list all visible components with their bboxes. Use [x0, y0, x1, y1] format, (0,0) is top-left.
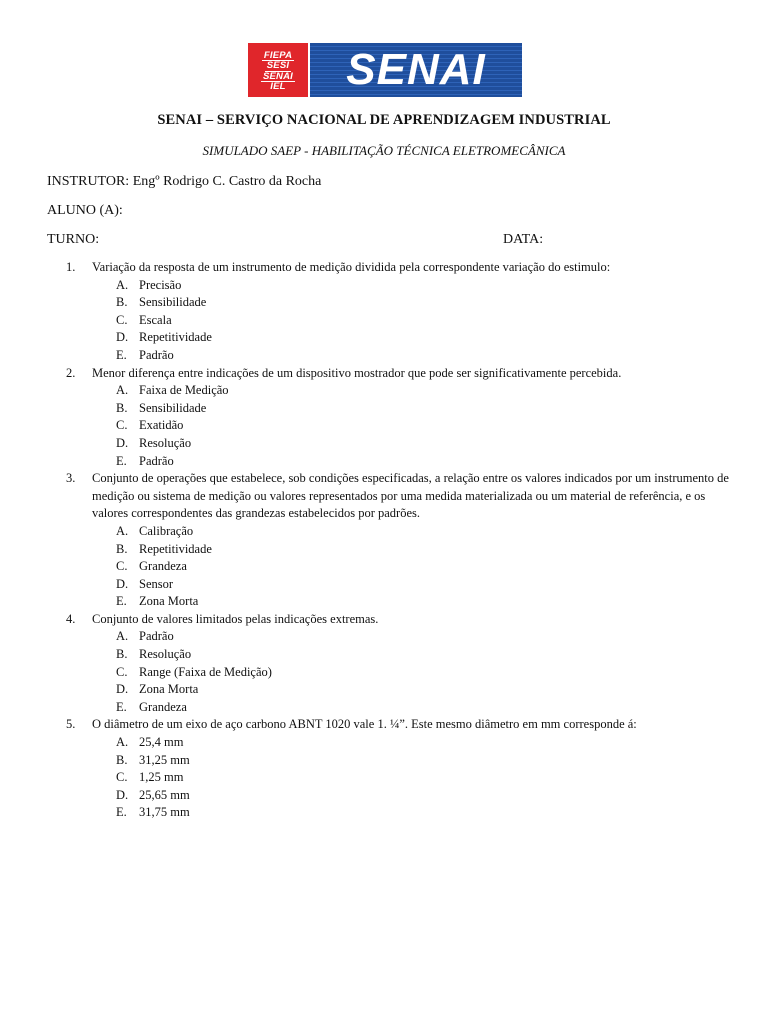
answer-option	[66, 453, 730, 471]
option-text: Repetitividade	[139, 330, 212, 345]
option-letter: A.	[116, 735, 129, 750]
option-text: 1,25 mm	[139, 770, 184, 785]
option-text: Precisão	[139, 277, 182, 292]
senai-wordmark-panel	[310, 43, 522, 97]
answer-option	[66, 769, 730, 787]
option-letter: A.	[116, 383, 129, 398]
answer-option	[66, 576, 730, 594]
option-text: 25,65 mm	[139, 787, 190, 802]
answer-option	[66, 681, 730, 699]
answer-option	[66, 752, 730, 770]
option-letter: B.	[116, 541, 128, 556]
option-text: Grandeza	[139, 699, 187, 714]
option-text: 31,25 mm	[139, 752, 190, 767]
option-text: Exatidão	[139, 418, 184, 433]
option-letter: C.	[116, 664, 128, 679]
answer-option	[66, 294, 730, 312]
answer-option	[66, 593, 730, 611]
option-letter: D.	[116, 682, 129, 697]
option-text: Padrão	[139, 347, 174, 362]
senai-logo	[248, 43, 522, 97]
question-text: Conjunto de operações que estabelece, sob condições especificadas, a relação entre os valores indicados por um instrumento de medição ou sistema de medição ou valores representados por uma medida materializada ou um material de referência, e os valores correspondentes das grandezas estabelecidos por padrões.	[92, 471, 729, 521]
option-text: Grandeza	[139, 559, 187, 574]
option-letter: B.	[116, 752, 128, 767]
logo-line-fiepa: FIEPA	[263, 49, 293, 61]
option-letter: B.	[116, 295, 128, 310]
question-text: O diâmetro de um eixo de aço carbono ABNT 1020 vale 1. ¼”. Este mesmo diâmetro em mm corresponde á:	[92, 717, 637, 732]
answer-option	[66, 400, 730, 418]
answer-option	[66, 541, 730, 559]
option-letter: E.	[116, 699, 127, 714]
question-text: Menor diferença entre indicações de um dispositivo mostrador que pode ser significativamente percebida.	[92, 365, 622, 380]
option-text: Faixa de Medição	[139, 383, 229, 398]
question-number: 3.	[66, 471, 76, 486]
option-letter: E.	[116, 805, 127, 820]
option-letter: C.	[116, 770, 128, 785]
option-letter: C.	[116, 418, 128, 433]
option-letter: D.	[116, 576, 129, 591]
option-text: Escala	[139, 312, 172, 327]
option-text: 25,4 mm	[139, 735, 184, 750]
question-list	[66, 259, 730, 822]
question-2	[66, 365, 730, 383]
question-text: Variação da resposta de um instrumento de medição dividida pela correspondente variação do estimulo:	[92, 260, 611, 274]
option-text: 31,75 mm	[139, 805, 190, 820]
option-text: Resolução	[139, 435, 192, 450]
option-text: Range (Faixa de Medição)	[139, 664, 272, 679]
logo-line-sesi: SESI	[266, 60, 290, 71]
option-text: Zona Morta	[139, 682, 199, 697]
option-text: Sensor	[139, 576, 174, 591]
answer-option	[66, 787, 730, 805]
option-letter: E.	[116, 347, 127, 362]
option-text: Repetitividade	[139, 541, 212, 556]
logo-line-senai: SENAI	[262, 70, 294, 82]
option-letter: A.	[116, 629, 129, 644]
answer-option	[66, 329, 730, 347]
option-text: Sensibilidade	[139, 295, 207, 310]
question-text: Conjunto de valores limitados pelas indicações extremas.	[92, 611, 379, 626]
option-text: Padrão	[139, 629, 174, 644]
option-letter: D.	[116, 787, 129, 802]
option-letter: C.	[116, 312, 128, 327]
option-text: Zona Morta	[139, 594, 199, 609]
document-title: SENAI – SERVIÇO NACIONAL DE APRENDIZAGEM INDUSTRIAL	[157, 112, 611, 128]
answer-option	[66, 417, 730, 435]
option-letter: B.	[116, 400, 128, 415]
student-field: ALUNO (A):	[47, 203, 123, 218]
option-text: Resolução	[139, 647, 192, 662]
option-letter: C.	[116, 559, 128, 574]
answer-option	[66, 664, 730, 682]
answer-option	[66, 312, 730, 330]
option-letter: E.	[116, 453, 127, 468]
senai-wordmark: SENAI	[346, 45, 486, 94]
question-number: 4.	[66, 611, 76, 626]
answer-option	[66, 628, 730, 646]
option-letter: D.	[116, 330, 129, 345]
question-number: 5.	[66, 717, 76, 732]
answer-option	[66, 734, 730, 752]
option-text: Calibração	[139, 523, 194, 538]
logo-line-iel: IEL	[270, 81, 286, 92]
answer-option	[66, 277, 730, 295]
fiepa-sesi-senai-iel-badge	[248, 43, 308, 97]
question-5	[66, 716, 730, 734]
question-1	[66, 259, 730, 277]
document-subtitle: SIMULADO SAEP - HABILITAÇÃO TÉCNICA ELETROMECÂNICA	[202, 143, 566, 158]
answer-option	[66, 523, 730, 541]
answer-option	[66, 347, 730, 365]
answer-option	[66, 558, 730, 576]
option-letter: D.	[116, 435, 129, 450]
answer-option	[66, 699, 730, 717]
instructor-field: INSTRUTOR: Engº Rodrigo C. Castro da Rocha	[47, 174, 322, 189]
option-letter: A.	[116, 277, 129, 292]
option-letter: B.	[116, 647, 128, 662]
option-text: Padrão	[139, 453, 174, 468]
question-3	[66, 470, 730, 523]
option-letter: E.	[116, 594, 127, 609]
option-text: Sensibilidade	[139, 400, 207, 415]
date-field: DATA:	[503, 232, 544, 247]
answer-option	[66, 435, 730, 453]
shift-field: TURNO:	[47, 232, 100, 247]
question-number: 1.	[66, 260, 76, 274]
option-letter: A.	[116, 523, 129, 538]
question-number: 2.	[66, 365, 76, 380]
answer-option	[66, 382, 730, 400]
answer-option	[66, 646, 730, 664]
question-4	[66, 611, 730, 629]
answer-option	[66, 804, 730, 822]
